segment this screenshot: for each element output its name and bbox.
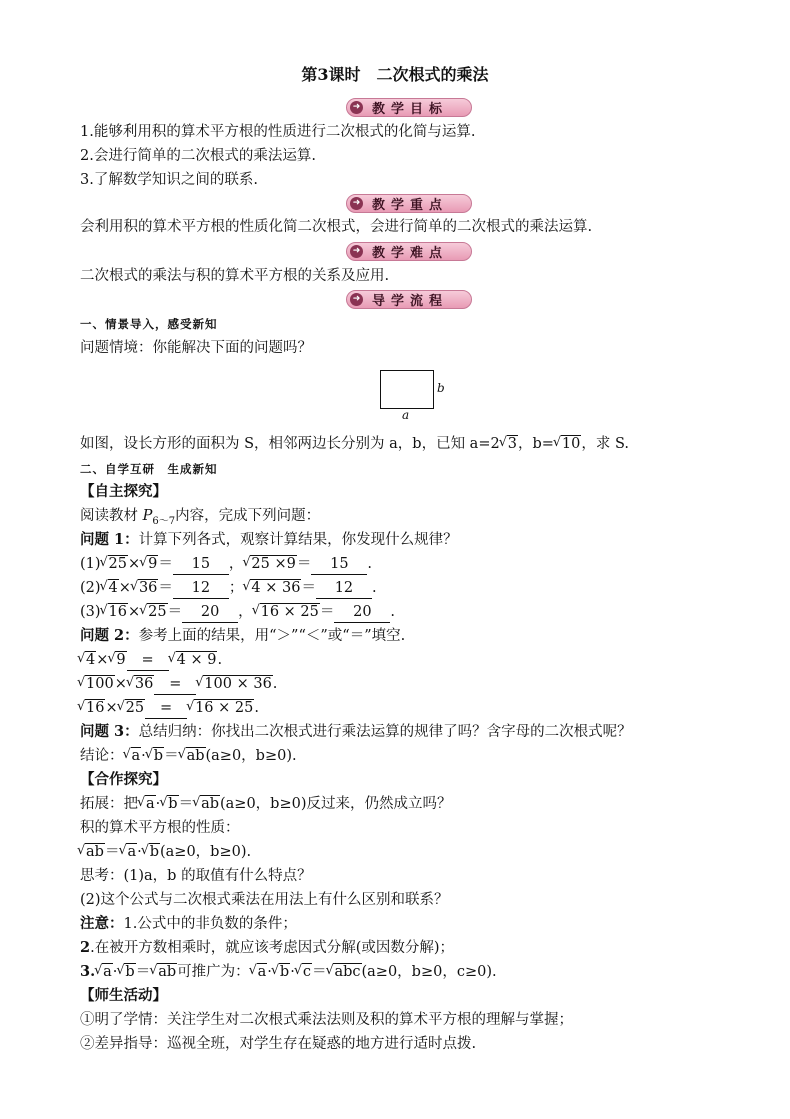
question-text: 总结归纳：你找出二次根式进行乘法运算的规律了吗？含字母的二次根式呢？ (138, 724, 632, 740)
radical (196, 674, 273, 694)
page-title: 第3课时 二次根式的乘法 (301, 65, 489, 84)
period: . (254, 700, 259, 716)
radicand: a (131, 748, 141, 764)
radicand: a (103, 964, 112, 980)
property-title: 积的算术平方根的性质： (80, 820, 240, 836)
dot: · (137, 844, 142, 860)
difficult-point-text: 二次根式的乘法与积的算术平方根的关系及应用. (80, 268, 390, 284)
radical (160, 794, 178, 814)
banner-difficult-points (346, 242, 472, 261)
coop-heading: 【合作探究】 (80, 771, 167, 788)
arrow-icon: ➜ (350, 197, 363, 210)
radicand: b (125, 964, 135, 980)
figure-label-b: b (437, 381, 445, 395)
radicand: 25 (108, 556, 127, 572)
radical (272, 962, 290, 982)
banner-label: 导学流程 (371, 294, 448, 309)
banner-teaching-goals (346, 98, 472, 117)
question-1 (80, 530, 458, 550)
radicand: ab (201, 796, 219, 812)
key-point-text: 会利用积的算术平方根的性质化简二次根式，会进行简单的二次根式的乘法运算. (80, 219, 593, 235)
radicand: 4 × 36 (251, 580, 301, 596)
radical (150, 962, 177, 982)
radical (295, 962, 312, 982)
banner-key-points (346, 194, 472, 213)
radicand: 9 (148, 556, 158, 572)
item-number: (1) (80, 556, 101, 572)
period: . (390, 604, 395, 620)
note-text: 1.公式中的非负数的条件； (123, 916, 297, 932)
radical (118, 698, 145, 718)
radical (78, 842, 105, 862)
radicand: 4 (108, 580, 118, 596)
section-heading-2: 二、自学互研 生成新知 (80, 462, 218, 476)
question-2 (80, 626, 405, 646)
radical (78, 698, 105, 718)
question-text: 参考上面的结果，用“＞”“＜”或“＝”填空. (138, 628, 406, 644)
think-2: (2)这个公式与二次根式乘法在用法上有什么区别和联系？ (80, 892, 449, 908)
radicand: a (127, 844, 137, 860)
answer-blank[interactable]: = (145, 698, 187, 719)
banner-label: 教学目标 (371, 102, 448, 117)
activity-heading: 【师生活动】 (80, 987, 167, 1004)
answer-blank[interactable]: 12 (173, 578, 229, 599)
compare-row-2: √ 100×√ 36 =√ 100 × 36. (78, 674, 277, 695)
radicand: 10 (561, 436, 581, 452)
note-1 (80, 914, 297, 934)
extend-label: 拓展：把 (80, 796, 138, 812)
radical (243, 554, 296, 574)
answer-blank[interactable]: 20 (334, 602, 390, 623)
period: . (272, 676, 278, 692)
goal-2: 2.会进行简单的二次根式的乘法运算. (80, 148, 316, 164)
property-formula (78, 842, 251, 862)
radicand: b (153, 748, 164, 764)
radical (108, 650, 126, 670)
radicand: 16 × 25 (195, 700, 254, 716)
answer-blank[interactable]: 12 (316, 578, 372, 599)
condition: (a≥0，b≥0). (205, 748, 297, 764)
radical (169, 650, 218, 670)
question-text: 计算下列各式，观察计算结果，你发现什么规律？ (138, 532, 458, 548)
goal-1: 1.能够利用积的算术平方根的性质进行二次根式的化简与运算. (80, 124, 476, 140)
note-number: 3. (80, 963, 96, 980)
radicand: 9 (116, 652, 126, 668)
problem-pre: 如图，设长方形的面积为 S，相邻两边长分别为 a，b，已知 a=2 (80, 436, 500, 452)
page-letter: P (142, 508, 153, 524)
page-range: 6～7 (152, 515, 176, 527)
radical (142, 842, 160, 862)
radical (243, 578, 301, 598)
radical (101, 602, 128, 622)
radical (95, 962, 113, 982)
note-text: .在被开方数相乘时，就应该考虑因式分解(或因数分解)； (90, 940, 455, 956)
radicand: c (302, 964, 311, 980)
radicand: ab (86, 844, 104, 860)
question-label: 问题 2： (80, 627, 139, 644)
dot: · (141, 748, 146, 764)
radicand: 25 (148, 604, 167, 620)
banner-label: 教学重点 (371, 198, 448, 213)
question-intro: 问题情境：你能解决下面的问题吗？ (80, 340, 312, 356)
radicand: b (279, 964, 290, 980)
note-2 (80, 938, 454, 958)
period: . (217, 652, 223, 668)
answer-blank[interactable]: = (154, 674, 196, 695)
compare-row-3: √ 16×√ 25 =√ 16 × 25. (78, 698, 259, 719)
radical (500, 434, 518, 454)
reading-instruction (80, 506, 320, 532)
question-label: 问题 3： (80, 723, 139, 740)
radicand: ab (186, 748, 205, 764)
radical (101, 554, 128, 574)
activity-2: ②差异指导：巡视全班，对学生存在疑惑的地方进行适时点拨. (80, 1036, 477, 1052)
self-explore-heading: 【自主探究】 (80, 483, 167, 500)
figure-label-a: a (402, 408, 410, 422)
extend-text (80, 794, 452, 814)
banner-label: 教学难点 (371, 246, 448, 261)
radical (187, 698, 254, 718)
read-pre: 阅读教材 (80, 508, 143, 524)
period: . (371, 580, 377, 596)
radicand: ab (158, 964, 177, 980)
condition: (a≥0，b≥0，c≥0). (361, 964, 497, 980)
radical (140, 602, 167, 622)
radicand: b (168, 796, 178, 812)
equals: ＝ (135, 964, 151, 980)
radical (250, 962, 268, 982)
equals: ＝ (178, 796, 194, 812)
note-3 (80, 962, 497, 982)
section-heading-1: 一、情景导入，感受新知 (80, 317, 218, 331)
answer-blank[interactable]: = (127, 650, 169, 671)
activity-1: ①明了学情：关注学生对二次根式乘法法则及积的算术平方根的理解与掌握； (80, 1012, 573, 1028)
radicand: a (257, 964, 267, 980)
dot: · (155, 796, 161, 812)
radical (138, 794, 156, 814)
problem-text (80, 434, 629, 454)
radicand: 16 (86, 700, 105, 716)
problem-mid: ，b= (517, 436, 554, 452)
radical (193, 794, 220, 814)
extend-post: (a≥0，b≥0)反过来，仍然成立吗？ (220, 796, 452, 812)
question-3 (80, 722, 632, 742)
radicand: 100 × 36 (204, 676, 272, 692)
radicand: 25 ×9 (251, 556, 296, 572)
conclusion (80, 746, 297, 766)
radicand: 4 (86, 652, 96, 668)
calc-row-1: (1)√ 25×√ 9＝ 15 ，√ 25 ×9＝ 15 . (80, 554, 372, 575)
think-1: 思考：(1)a，b 的取值有什么特点？ (80, 868, 312, 884)
problem-post: ，求 S. (581, 436, 629, 452)
radicand: 16 (108, 604, 127, 620)
condition: (a≥0，b≥0). (160, 844, 252, 860)
banner-learning-flow (346, 290, 472, 309)
dot: · (112, 964, 118, 980)
item-number: (2) (80, 580, 101, 596)
item-number: (3) (80, 604, 101, 620)
note-label: 注意： (80, 915, 124, 932)
radicand: 16 × 25 (260, 604, 319, 620)
radicand: 36 (134, 676, 154, 692)
radical (146, 746, 164, 766)
arrow-icon: ➜ (350, 101, 363, 114)
answer-blank[interactable]: 15 (173, 554, 229, 575)
arrow-icon: ➜ (350, 245, 363, 258)
radical (554, 434, 581, 454)
radical (78, 650, 96, 670)
equals: ＝ (104, 844, 120, 860)
radicand: 4 × 9 (176, 652, 217, 668)
read-post: 内容，完成下列问题： (175, 508, 321, 524)
radical (131, 578, 158, 598)
question-label: 问题 1： (80, 531, 139, 548)
radical (101, 578, 119, 598)
radicand: 25 (125, 700, 145, 716)
note-mid: 可推广为： (177, 964, 250, 980)
radical (124, 746, 142, 766)
radicand: 36 (138, 580, 158, 596)
radicand: abc (334, 964, 361, 980)
dot: · (290, 964, 295, 980)
equals: ＝ (164, 748, 179, 764)
radical (253, 602, 320, 622)
calc-row-3: (3)√ 16×√ 25＝ 20 ，√ 16 × 25＝ 20 . (80, 602, 395, 623)
answer-blank[interactable]: 20 (182, 602, 238, 623)
equals: ＝ (311, 964, 327, 980)
radical (179, 746, 206, 766)
answer-blank[interactable]: 15 (311, 554, 367, 575)
radical (140, 554, 158, 574)
compare-row-1: √ 4×√ 9 =√ 4 × 9. (78, 650, 222, 671)
calc-row-2: (2)√ 4×√ 36＝ 12 ；√ 4 × 36＝ 12 . (80, 578, 377, 599)
radicand: a (146, 796, 155, 812)
radical (117, 962, 135, 982)
radical (326, 962, 361, 982)
arrow-icon: ➜ (350, 293, 363, 306)
radical (78, 674, 115, 694)
goal-3: 3.了解数学知识之间的联系. (80, 172, 258, 188)
note-number: 2 (80, 939, 91, 956)
separator: ， (238, 604, 253, 620)
separator: ； (228, 580, 244, 596)
dot: · (267, 964, 272, 980)
period: . (367, 556, 372, 572)
radical (127, 674, 154, 694)
rectangle-figure (380, 370, 434, 409)
radical (119, 842, 137, 862)
radicand: 3 (507, 436, 517, 452)
radicand: b (149, 844, 159, 860)
separator: ， (228, 556, 244, 572)
radicand: 100 (86, 676, 114, 692)
conclusion-label: 结论： (80, 748, 124, 764)
